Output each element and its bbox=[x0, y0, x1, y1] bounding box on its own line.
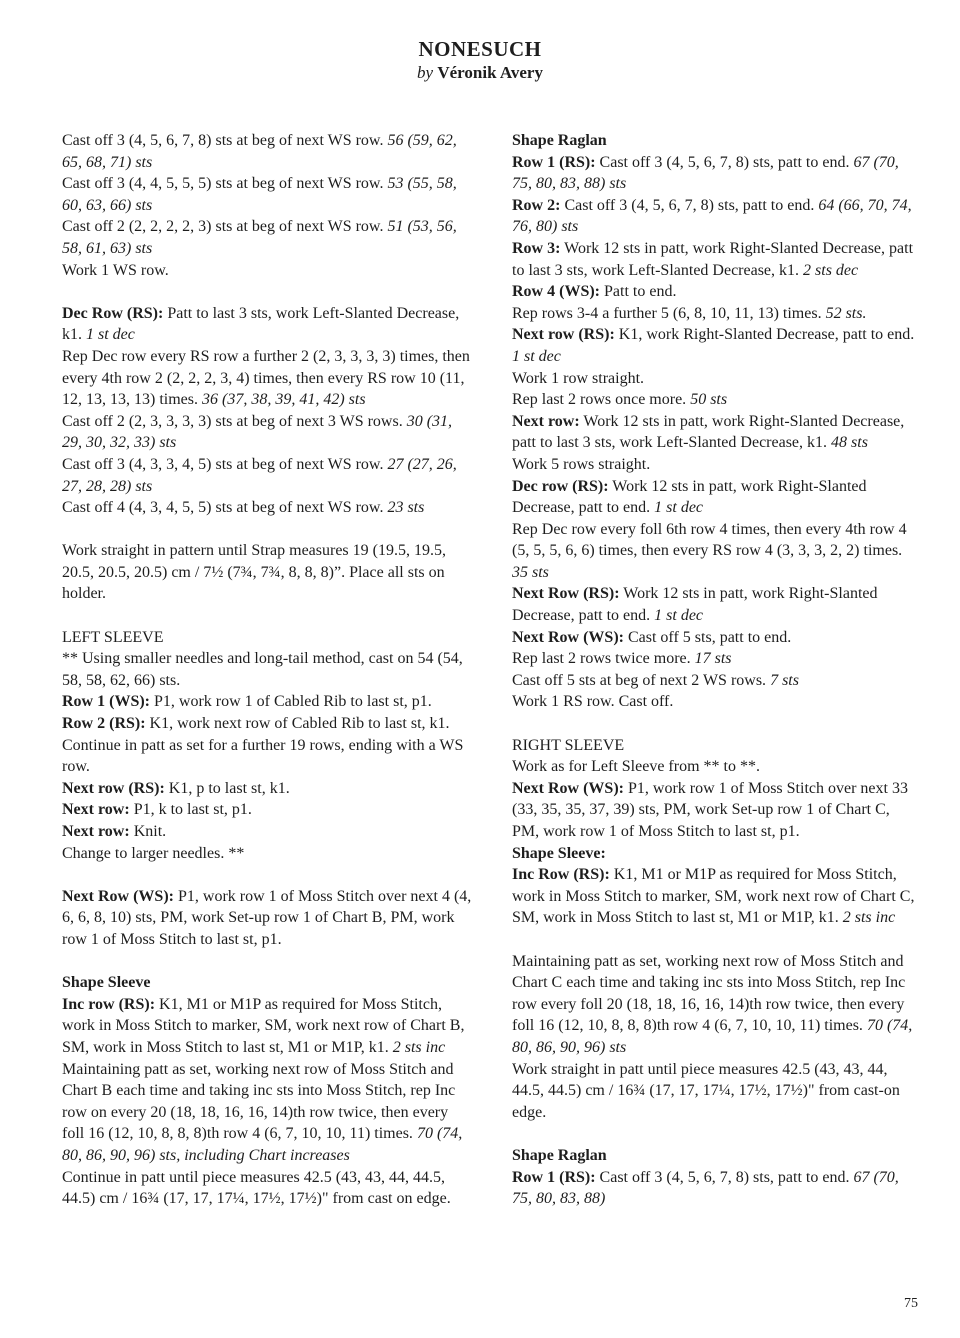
paragraph-gap bbox=[62, 951, 474, 973]
instruction-paragraph bbox=[62, 735, 474, 778]
paragraph-gap bbox=[62, 281, 474, 303]
instruction-text: Knit. bbox=[129, 823, 167, 840]
stitch-count: 2 sts dec bbox=[803, 261, 859, 279]
instruction-text: K1, work next row of Cabled Rib to last st, k1. bbox=[145, 715, 450, 733]
instruction-text: Rep rows 3-4 a further 5 (6, 8, 10, 11, 13) times. bbox=[512, 304, 826, 322]
instruction-text: Patt to last 3 sts, work Left-Slanted Decrease, k1. bbox=[62, 304, 460, 344]
instruction-label: Next Row (WS): bbox=[512, 628, 624, 646]
instruction-text: Maintaining patt as set, working next row of Moss Stitch and Chart B each time and taking inc sts into Moss Stitch, rep Inc row on every 20 (18, 18, 16, 16, 14)th row twice, then every foll 16 (12, 10, 8, 8, 8)th row 4 (6, 7, 10, 10, 11) times. bbox=[62, 1060, 456, 1143]
instruction-text: Cast off 3 (4, 3, 3, 4, 5) sts at beg of next WS row. bbox=[62, 455, 388, 473]
instruction-text: Cast off 4 (4, 3, 4, 5, 5) sts at beg of next WS row. bbox=[62, 499, 388, 517]
instruction-text: Cast off 3 (4, 5, 6, 7, 8) sts, patt to end. bbox=[595, 153, 854, 171]
instruction-paragraph bbox=[512, 951, 920, 1059]
instruction-text: Cast off 3 (4, 5, 6, 7, 8) sts at beg of next WS row. bbox=[62, 132, 388, 149]
instruction-text: P1, work row 1 of Moss Stitch over next 4 (4, 6, 6, 8, 10) sts, PM, work Set-up row 1 of Chart B, PM, work row 1 of Moss Stitch to last st, p1. bbox=[62, 887, 472, 948]
instruction-text: Rep Dec row every foll 6th row 4 times, then every 4th row 4 (5, 5, 5, 6, 6) times, then every RS row 4 (3, 3, 3, 2, 2) times. bbox=[512, 520, 907, 560]
instruction-paragraph bbox=[512, 130, 920, 152]
stitch-count: 2 sts inc bbox=[842, 909, 896, 927]
instruction-paragraph bbox=[62, 173, 474, 216]
paragraph-gap bbox=[62, 519, 474, 541]
instruction-paragraph bbox=[62, 540, 474, 605]
instruction-paragraph bbox=[62, 260, 474, 282]
instruction-text: K1, M1 or M1P as required for Moss Stitch, work in Moss Stitch to marker, SM, work next row of Chart C, SM, work in Moss Stitch to last st, M1 or M1P, k1. bbox=[512, 866, 915, 927]
instruction-text: Continue in patt as set for a further 19 rows, ending with a WS row. bbox=[62, 736, 464, 776]
instruction-paragraph bbox=[512, 368, 920, 390]
paragraph-gap bbox=[62, 864, 474, 886]
instruction-paragraph bbox=[512, 1167, 920, 1210]
stitch-count: 70 (74, 80, 86, 90, 96) sts bbox=[512, 1017, 913, 1056]
instruction-paragraph bbox=[512, 1059, 920, 1124]
instruction-text: Work straight in pattern until Strap measures 19 (19.5, 19.5, 20.5, 20.5, 20.5) cm / 7½ (7¾, 7¾, 8, 8, 8)”. Place all sts on holder. bbox=[62, 542, 446, 603]
instruction-label: Inc row (RS): bbox=[62, 995, 156, 1013]
instruction-paragraph bbox=[62, 821, 474, 843]
page-header bbox=[0, 36, 960, 84]
stitch-count: 64 (66, 70, 74, 76, 80) sts bbox=[512, 196, 912, 236]
instruction-label: Next row (RS): bbox=[62, 779, 165, 797]
instruction-text: Work straight in patt until piece measures 42.5 (43, 43, 44, 44.5, 44.5) cm / 16¾ (17, 17, 17¼, 17½, 17½)" from cast-on edge. bbox=[512, 1060, 900, 1121]
stitch-count: 7 sts bbox=[770, 671, 799, 689]
instruction-paragraph bbox=[62, 778, 474, 800]
stitch-count: 27 (27, 26, 27, 28, 28) sts bbox=[62, 455, 457, 495]
stitch-count: 1 st dec bbox=[512, 347, 561, 365]
instruction-paragraph bbox=[512, 735, 920, 757]
stitch-count: 1 st dec bbox=[654, 499, 704, 517]
instruction-label: Row 2 (RS): bbox=[62, 715, 146, 733]
instruction-text: P1, k to last st, p1. bbox=[129, 801, 252, 819]
instruction-text: Cast off 3 (4, 4, 5, 5, 5) sts at beg of next WS row. bbox=[62, 175, 388, 193]
left-column bbox=[62, 130, 474, 1210]
instruction-paragraph bbox=[62, 1167, 474, 1210]
instruction-paragraph bbox=[62, 411, 474, 454]
stitch-count: 56 (59, 62, 65, 68, 71) sts bbox=[62, 132, 457, 171]
instruction-paragraph bbox=[62, 454, 474, 497]
instruction-text: P1, work row 1 of Moss Stitch over next 33 (33, 35, 35, 37, 39) sts, PM, work Set-up row 1 of Chart C, PM, work row 1 of Moss Stitch to last st, p1. bbox=[512, 779, 908, 840]
pattern-title: NONESUCH bbox=[418, 37, 542, 61]
instruction-paragraph bbox=[62, 972, 474, 994]
instruction-label: Next Row (RS): bbox=[512, 585, 620, 603]
instruction-paragraph bbox=[512, 152, 920, 195]
instruction-text: P1, work row 1 of Cabled Rib to last st, p1. bbox=[150, 693, 432, 711]
instruction-text: Cast off 5 sts at beg of next 2 WS rows. bbox=[512, 671, 771, 689]
instruction-paragraph bbox=[512, 691, 920, 713]
instruction-text: Continue in patt until piece measures 42.5 (43, 43, 44, 44.5, 44.5) cm / 16¾ (17, 17, 17¼, 17½, 17½)" from cast on edge. bbox=[62, 1168, 451, 1208]
instruction-label: Shape Raglan bbox=[512, 132, 607, 149]
stitch-count: 70 (74, 80, 86, 90, 96) sts, including Chart increases bbox=[62, 1125, 463, 1164]
instruction-label: Row 1 (WS): bbox=[62, 693, 150, 711]
instruction-text: Work 1 RS row. Cast off. bbox=[512, 693, 674, 711]
instruction-text: ** Using smaller needles and long-tail method, cast on 54 (54, 58, 58, 62, 66) sts. bbox=[62, 650, 463, 689]
instruction-paragraph bbox=[62, 216, 474, 259]
instruction-text: Change to larger needles. ** bbox=[62, 844, 245, 862]
stitch-count: 30 (31, 29, 30, 32, 33) sts bbox=[62, 412, 453, 452]
instruction-paragraph bbox=[512, 1145, 920, 1167]
instruction-paragraph bbox=[62, 886, 474, 951]
instruction-label: Next row (RS): bbox=[512, 326, 615, 344]
stitch-count: 67 (70, 75, 80, 83, 88) bbox=[512, 1168, 899, 1208]
page-number: 75 bbox=[904, 1296, 918, 1311]
instruction-paragraph bbox=[512, 648, 920, 670]
instruction-text: Work 1 row straight. bbox=[512, 369, 645, 387]
instruction-paragraph bbox=[512, 454, 920, 476]
instruction-paragraph bbox=[512, 238, 920, 281]
instruction-paragraph bbox=[62, 799, 474, 821]
instruction-paragraph bbox=[62, 627, 474, 649]
stitch-count: 36 (37, 38, 39, 41, 42) sts bbox=[202, 391, 366, 409]
instruction-text: Cast off 2 (2, 2, 2, 2, 3) sts at beg of next WS row. bbox=[62, 218, 388, 236]
instruction-label: Dec Row (RS): bbox=[62, 304, 164, 322]
instruction-text: Patt to end. bbox=[600, 283, 677, 301]
instruction-paragraph bbox=[62, 303, 474, 346]
instruction-text: Work as for Left Sleeve from ** to **. bbox=[512, 758, 760, 776]
byline-prefix: by bbox=[417, 63, 434, 82]
instruction-paragraph bbox=[512, 411, 920, 454]
instruction-paragraph bbox=[512, 303, 920, 325]
instruction-paragraph bbox=[62, 691, 474, 713]
instruction-paragraph bbox=[62, 994, 474, 1059]
instruction-label: Row 1 (RS): bbox=[512, 153, 596, 171]
stitch-count: 35 sts bbox=[512, 563, 549, 581]
instruction-text: K1, M1 or M1P as required for Moss Stitch, work in Moss Stitch to marker, SM, work next row of Chart B, SM, work in Moss Stitch to last st, M1 or M1P, k1. bbox=[62, 995, 465, 1056]
instruction-text: Work 1 WS row. bbox=[62, 261, 169, 279]
instruction-text: Work 12 sts in patt, work Right-Slanted Decrease, patt to end. bbox=[512, 477, 867, 517]
instruction-paragraph bbox=[512, 281, 920, 303]
instruction-text: Rep Dec row every RS row a further 2 (2, 3, 3, 3, 3) times, then every 4th row 2 (2, 2, 2, 3, 4) times, then every RS row 10 (11, 12, 13, 13, 13) times. bbox=[62, 347, 470, 409]
instruction-label: Next Row (WS): bbox=[62, 887, 174, 905]
instruction-paragraph bbox=[62, 346, 474, 411]
instruction-label: Row 3: bbox=[512, 239, 561, 257]
instruction-text: Cast off 3 (4, 5, 6, 7, 8) sts, patt to end. bbox=[595, 1168, 854, 1186]
instruction-label: Next row: bbox=[62, 823, 130, 840]
instruction-text: Rep last 2 rows once more. bbox=[512, 391, 691, 409]
instruction-text: K1, p to last st, k1. bbox=[164, 779, 290, 797]
instruction-label: Inc Row (RS): bbox=[512, 866, 610, 884]
paragraph-gap bbox=[512, 713, 920, 735]
instruction-paragraph bbox=[512, 195, 920, 238]
instruction-text: Work 12 sts in patt, work Right-Slanted Decrease, patt to last 3 sts, work Left-Slanted Decrease, k1. bbox=[512, 239, 914, 279]
instruction-text: Cast off 3 (4, 5, 6, 7, 8) sts, patt to end. bbox=[560, 196, 819, 214]
instruction-paragraph bbox=[512, 324, 920, 367]
instruction-paragraph bbox=[512, 476, 920, 519]
instruction-label: Shape Sleeve bbox=[62, 974, 151, 992]
instruction-paragraph bbox=[512, 843, 920, 865]
stitch-count: 1 st dec bbox=[654, 607, 704, 625]
instruction-label: Next row: bbox=[62, 801, 130, 819]
paragraph-gap bbox=[62, 605, 474, 627]
instruction-label: Dec row (RS): bbox=[512, 477, 609, 495]
stitch-count: 48 sts bbox=[831, 434, 868, 452]
byline bbox=[0, 62, 960, 84]
instruction-text: RIGHT SLEEVE bbox=[512, 736, 625, 754]
stitch-count: 67 (70, 75, 80, 83, 88) sts bbox=[512, 153, 899, 193]
right-column bbox=[512, 130, 920, 1210]
instruction-text: Cast off 2 (2, 3, 3, 3, 3) sts at beg of next 3 WS rows. bbox=[62, 412, 407, 430]
stitch-count: 53 (55, 58, 60, 63, 66) sts bbox=[62, 175, 457, 214]
instruction-text: Cast off 5 sts, patt to end. bbox=[623, 628, 792, 646]
instruction-label: Next row: bbox=[512, 412, 580, 430]
instruction-paragraph bbox=[512, 389, 920, 411]
instruction-text: K1, work Right-Slanted Decrease, patt to end. bbox=[614, 326, 915, 344]
instruction-text: LEFT SLEEVE bbox=[62, 628, 164, 646]
instruction-paragraph bbox=[512, 583, 920, 626]
paragraph-gap bbox=[512, 929, 920, 951]
stitch-count: 23 sts bbox=[387, 499, 425, 517]
stitch-count: 17 sts bbox=[694, 650, 732, 668]
instruction-label: Shape Sleeve: bbox=[512, 844, 606, 862]
instruction-label: Row 4 (WS): bbox=[512, 283, 600, 301]
instruction-paragraph bbox=[512, 864, 920, 929]
stitch-count: 1 st dec bbox=[86, 326, 135, 344]
instruction-text: Work 12 sts in patt, work Right-Slanted Decrease, patt to end. bbox=[512, 585, 878, 625]
instruction-text: Rep last 2 rows twice more. bbox=[512, 650, 695, 668]
instruction-paragraph bbox=[512, 756, 920, 778]
instruction-text: Work 5 rows straight. bbox=[512, 455, 651, 473]
instruction-label: Row 2: bbox=[512, 196, 561, 214]
instruction-paragraph bbox=[512, 670, 920, 692]
stitch-count: 50 sts bbox=[690, 391, 728, 409]
stitch-count: 2 sts inc bbox=[392, 1038, 446, 1056]
instruction-paragraph bbox=[512, 778, 920, 843]
stitch-count: 52 sts. bbox=[825, 304, 867, 322]
instruction-paragraph bbox=[62, 1059, 474, 1167]
instruction-label: Shape Raglan bbox=[512, 1146, 607, 1164]
stitch-count: 51 (53, 56, 58, 61, 63) sts bbox=[62, 218, 457, 257]
instruction-paragraph bbox=[62, 648, 474, 691]
author-name: Véronik Avery bbox=[437, 63, 543, 82]
paragraph-gap bbox=[512, 1123, 920, 1145]
instruction-label: Next Row (WS): bbox=[512, 779, 624, 797]
instruction-paragraph bbox=[512, 519, 920, 584]
instruction-paragraph bbox=[62, 843, 474, 865]
instruction-paragraph bbox=[512, 627, 920, 649]
instruction-label: Row 1 (RS): bbox=[512, 1168, 596, 1186]
instruction-paragraph bbox=[62, 130, 474, 173]
instruction-text: Work 12 sts in patt, work Right-Slanted Decrease, patt to last 3 sts, work Left-Slanted Decrease, k1. bbox=[512, 412, 905, 452]
instruction-text: Maintaining patt as set, working next row of Moss Stitch and Chart C each time and taking inc sts into Moss Stitch, rep Inc row every foll 20 (18, 18, 16, 16, 14)th row twice, then every foll 16 (12, 10, 8, 8, 8)th row 4 (6, 7, 10, 10, 11) times. bbox=[512, 952, 906, 1035]
instruction-paragraph bbox=[62, 713, 474, 735]
instruction-paragraph bbox=[62, 497, 474, 519]
